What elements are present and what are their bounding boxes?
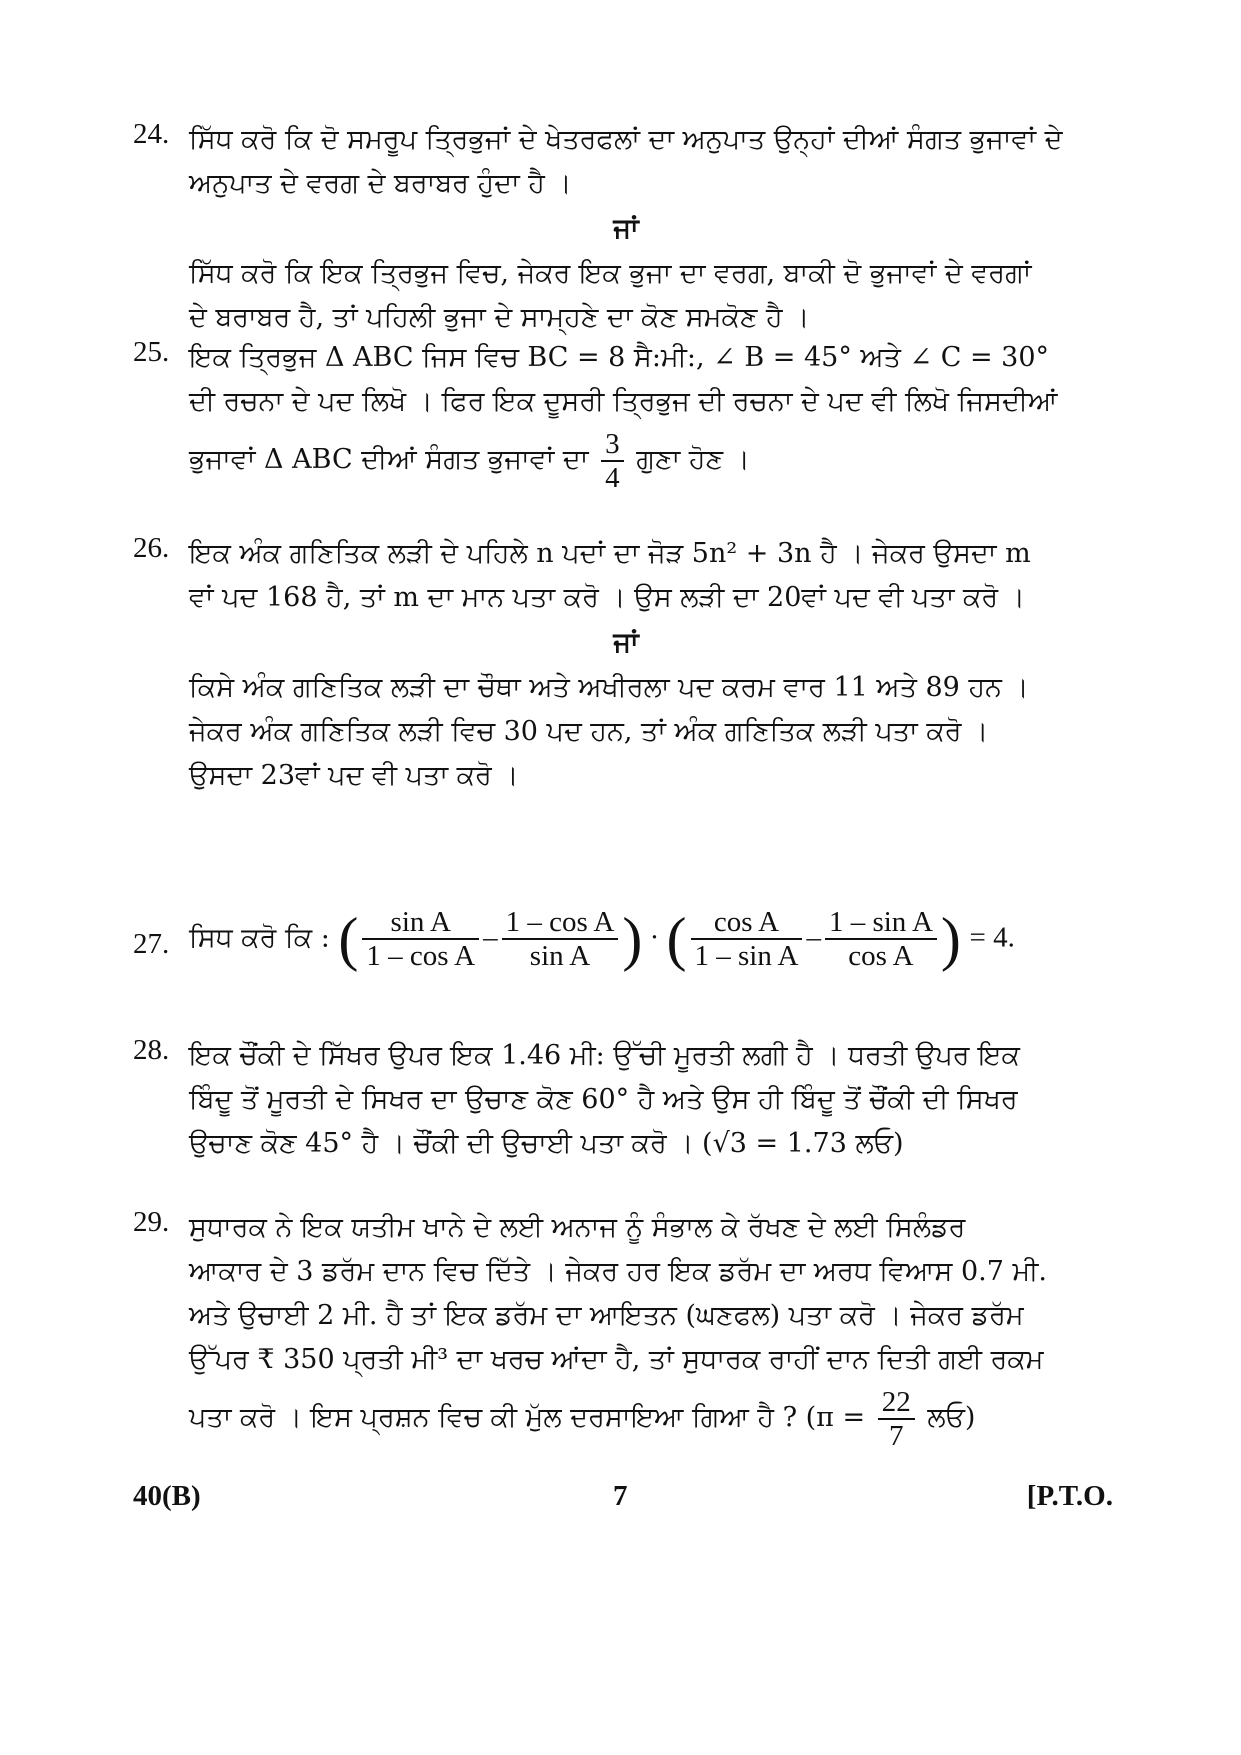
question-text: ਆਕਾਰ ਦੇ 3 ਡਰੱਮ ਦਾਨ ਵਿਚ ਦਿੱਤੇ । ਜੇਕਰ ਹਰ ਇਕ ਡਰੱਮ ਦਾ ਅਰਧ ਵਿਆਸ 0.7 ਮੀ. [189,1256,1047,1287]
question-24 [133,118,1063,340]
fraction [878,1386,915,1452]
question-29 [133,1206,1063,1454]
fraction [502,906,619,972]
question-text: ਅਨੁਪਾਤ ਦੇ ਵਰਗ ਦੇ ਬਰਾਬਰ ਹੁੰਦਾ ਹੈ । [189,168,572,199]
question-text: ਉਚਾਣ ਕੋਣ 45° ਹੈ । ਚੌਂਕੀ ਦੀ ਉਚਾਈ ਪਤਾ ਕਰੋ । (√3 = 1.73 ਲਓ) [189,1128,904,1159]
fraction [691,906,803,972]
fraction-numerator: sin A [362,906,479,940]
close-paren: ) [622,906,643,972]
fraction-numerator: cos A [691,906,803,940]
question-26 [133,532,1063,798]
fraction [362,906,479,972]
or-separator: ਜਾਂ [613,213,639,244]
question-text: ਇਕ ਅੰਕ ਗਣਿਤਿਕ ਲੜੀ ਦੇ ਪਹਿਲੇ n ਪਦਾਂ ਦਾ ਜੋੜ 5n² + 3n ਹੈ । ਜੇਕਰ ਉਸਦਾ m [189,538,1031,569]
question-text: ਜੇਕਰ ਅੰਕ ਗਣਿਤਿਕ ਲੜੀ ਵਿਚ 30 ਪਦ ਹਨ, ਤਾਂ ਅੰਕ ਗਣਿਤਿਕ ਲੜੀ ਪਤਾ ਕਰੋ । [189,716,989,747]
question-text: ਸੁਧਾਰਕ ਨੇ ਇਕ ਯਤੀਮ ਖਾਨੇ ਦੇ ਲਈ ਅਨਾਜ ਨੂੰ ਸੰਭਾਲ ਕੇ ਰੱਖਣ ਦੇ ਲਈ ਸਿਲੰਡਰ [189,1212,966,1243]
question-25 [133,336,1063,496]
fraction [601,428,624,494]
question-text-line [189,424,1063,496]
question-text: ਸਿੱਧ ਕਰੋ ਕਿ ਇਕ ਤ੍ਰਿਭੁਜ ਵਿਚ, ਜੇਕਰ ਇਕ ਭੁਜਾ ਦਾ ਵਰਗ, ਬਾਕੀ ਦੋ ਭੁਜਾਵਾਂ ਦੇ ਵਰਗਾਂ [189,258,1032,289]
question-text: ਪਤਾ ਕਰੋ । ਇਸ ਪ੍ਰਸ਼ਨ ਵਿਚ ਕੀ ਮੁੱਲ ਦਰਸਾਇਆ ਗਿਆ ਹੈ ? (π = [189,1402,866,1433]
question-text-line [189,1382,1063,1454]
question-text: ਦੇ ਬਰਾਬਰ ਹੈ, ਤਾਂ ਪਹਿਲੀ ਭੁਜਾ ਦੇ ਸਾਮ੍ਹਣੇ ਦਾ ਕੋਣ ਸਮਕੋਣ ਹੈ । [189,302,810,333]
please-turn-over: [P.T.O. [1026,1480,1113,1512]
question-text: ਸਿੱਧ ਕਰੋ ਕਿ ਦੋ ਸਮਰੂਪ ਤ੍ਰਿਭੁਜਾਂ ਦੇ ਖੇਤਰਫਲਾਂ ਦਾ ਅਨੁਪਾਤ ਉਨ੍ਹਾਂ ਦੀਆਂ ਸੰਗਤ ਭੁਜਾਵਾਂ ਦੇ [189,124,1063,155]
fraction-denominator: 1 – sin A [694,940,799,972]
fraction-numerator: 3 [601,428,624,462]
question-27 [133,906,1063,972]
fraction [825,906,937,972]
page-number: 7 [613,1480,628,1512]
question-number: 26. [133,532,170,564]
question-text: ਬਿੰਦੂ ਤੋਂ ਮੂਰਤੀ ਦੇ ਸਿਖਰ ਦਾ ਉਚਾਣ ਕੋਣ 60° ਹੈ ਅਤੇ ਉਸ ਹੀ ਬਿੰਦੂ ਤੋਂ ਚੌਂਕੀ ਦੀ ਸਿਖਰ [189,1084,1018,1115]
page-footer [133,1480,1113,1520]
question-number: 28. [133,1034,170,1066]
close-paren: ) [940,906,961,972]
question-text: ਕਿਸੇ ਅੰਕ ਗਣਿਤਿਕ ਲੜੀ ਦਾ ਚੌਥਾ ਅਤੇ ਅਖੀਰਲਾ ਪਦ ਕਰਮ ਵਾਰ 11 ਅਤੇ 89 ਹਨ । [189,672,1029,703]
fraction-denominator: sin A [529,940,591,972]
minus-sign: – [483,921,498,954]
question-number: 27. [133,928,170,960]
fraction-numerator: 1 – cos A [502,906,619,940]
question-number: 24. [133,118,170,150]
minus-sign: – [806,921,821,954]
open-paren: ( [338,906,359,972]
fraction-numerator: 22 [878,1386,915,1420]
fraction-denominator: 4 [605,461,620,494]
question-text: ਉਸਦਾ 23ਵਾਂ ਪਦ ਵੀ ਪਤਾ ਕਰੋ । [189,760,519,791]
equation-result: = 4. [969,921,1015,954]
question-text: ਅਤੇ ਉਚਾਈ 2 ਮੀ. ਹੈ ਤਾਂ ਇਕ ਡਰੱਮ ਦਾ ਆਇਤਨ (ਘਣਫਲ) ਪਤਾ ਕਰੋ । ਜੇਕਰ ਡਰੱਮ [189,1300,1024,1331]
question-number: 25. [133,336,170,368]
question-text: ਗੁਣਾ ਹੋਣ । [636,444,750,475]
question-28 [133,1034,1063,1166]
question-text: ਸਿਧ ਕਰੋ ਕਿ : [189,922,330,954]
question-text: ਦੀ ਰਚਨਾ ਦੇ ਪਦ ਲਿਖੋ । ਫਿਰ ਇਕ ਦੂਸਰੀ ਤ੍ਰਿਭੁਜ ਦੀ ਰਚਨਾ ਦੇ ਪਦ ਵੀ ਲਿਖੋ ਜਿਸਦੀਆਂ [189,386,1058,417]
question-text: ਇਕ ਚੌਂਕੀ ਦੇ ਸਿੱਖਰ ਉਪਰ ਇਕ 1.46 ਮੀ: ਉੱਚੀ ਮੂਰਤੀ ਲਗੀ ਹੈ । ਧਰਤੀ ਉਪਰ ਇਕ [189,1040,1020,1071]
fraction-denominator: 7 [888,1419,904,1452]
question-text: ਵਾਂ ਪਦ 168 ਹੈ, ਤਾਂ m ਦਾ ਮਾਨ ਪਤਾ ਕਰੋ । ਉਸ ਲੜੀ ਦਾ 20ਵਾਂ ਪਦ ਵੀ ਪਤਾ ਕਰੋ । [189,582,1025,613]
fraction-numerator: 1 – sin A [825,906,937,940]
or-separator: ਜਾਂ [613,627,639,658]
question-text: ਲਓ) [927,1402,976,1433]
fraction-denominator: cos A [848,940,914,972]
open-paren: ( [666,906,687,972]
fraction-denominator: 1 – cos A [366,940,476,972]
question-text: ਭੁਜਾਵਾਂ Δ ABC ਦੀਆਂ ਸੰਗਤ ਭੁਜਾਵਾਂ ਦਾ [189,444,589,475]
question-text: ਉੱਪਰ ₹ 350 ਪ੍ਰਤੀ ਮੀ³ ਦਾ ਖਰਚ ਆਂਦਾ ਹੈ, ਤਾਂ ਸੁਧਾਰਕ ਰਾਹੀਂ ਦਾਨ ਦਿਤੀ ਗਈ ਰਕਮ [189,1344,1044,1375]
question-number: 29. [133,1206,170,1238]
dot-operator: · [642,921,667,954]
paper-code: 40(B) [133,1480,201,1512]
question-text: ਇਕ ਤ੍ਰਿਭੁਜ Δ ABC ਜਿਸ ਵਿਚ BC = 8 ਸੈ:ਮੀ:, ∠ B = 45° ਅਤੇ ∠ C = 30° [189,342,1050,373]
